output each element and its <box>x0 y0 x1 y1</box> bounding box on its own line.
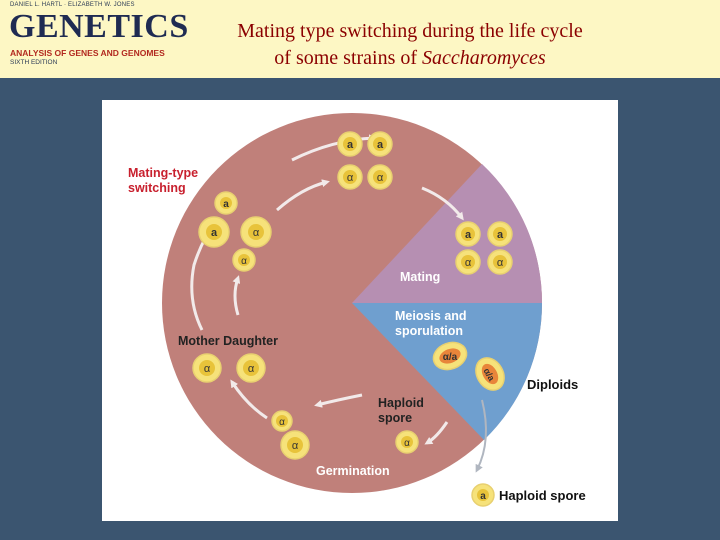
slide-title-line-2 <box>190 45 630 72</box>
label-mating-type-switching-2: switching <box>128 181 186 195</box>
cell-mating-a-left <box>456 222 480 246</box>
cell-top-alpha-left <box>338 165 362 189</box>
slide-title <box>190 18 630 72</box>
label-mating-type-switching-1: Mating-type <box>128 166 199 180</box>
slide-header <box>0 0 720 78</box>
cell-mating-alpha-right <box>488 250 512 274</box>
cell-label: a <box>223 199 229 210</box>
cell-mating-a-right <box>488 222 512 246</box>
cell-label: α <box>203 363 211 375</box>
cell-switching-alpha-large <box>241 217 271 247</box>
cell-top-a-left <box>338 132 362 156</box>
cell-switching-a-large <box>199 217 229 247</box>
slide-title-line-1: Mating type switching during the life cycle <box>237 20 583 42</box>
label-meiosis-2: sporulation <box>395 324 464 338</box>
logo-wordmark: GENETICS <box>9 8 189 45</box>
cell-switching-alpha-small <box>233 249 255 271</box>
cell-label: a <box>376 139 384 151</box>
cell-haploid-spore <box>396 431 418 453</box>
cell-mating-alpha-left <box>456 250 480 274</box>
cell-label: α <box>404 438 410 449</box>
cell-haploid-spore-outside <box>472 484 494 506</box>
cell-label: α <box>464 257 472 269</box>
cell-label: α <box>376 172 384 184</box>
label-diploids: Diploids <box>527 377 579 392</box>
label-germination: Germination <box>316 464 390 478</box>
cell-label: a <box>346 139 354 151</box>
cell-mother <box>193 354 221 382</box>
cell-label: α <box>496 257 504 269</box>
logo-subtitle: ANALYSIS OF GENES AND GENOMES <box>10 48 165 58</box>
slide-title-line-2-prefix: of some strains of <box>274 47 423 69</box>
cell-daughter <box>237 354 265 382</box>
cell-label: a <box>210 227 218 239</box>
genetics-book-logo <box>10 0 190 78</box>
cell-switching-a-small <box>215 192 237 214</box>
cell-label: α <box>241 256 247 267</box>
cell-label: α/a <box>442 352 458 363</box>
cell-label: α/a <box>481 366 497 383</box>
logo-edition: SIXTH EDITION <box>10 59 58 66</box>
cell-label: a <box>480 491 486 502</box>
cell-top-a-right <box>368 132 392 156</box>
cell-label: a <box>496 229 504 241</box>
cell-label: α <box>247 363 255 375</box>
label-mother-daughter: Mother Daughter <box>178 334 278 348</box>
cell-label: a <box>464 229 472 241</box>
cell-label: α <box>252 227 260 239</box>
cell-label: α <box>279 417 285 428</box>
cell-germination-large <box>281 431 309 459</box>
label-haploid-spore-2: spore <box>378 411 413 425</box>
life-cycle-figure <box>102 100 618 521</box>
cell-top-alpha-right <box>368 165 392 189</box>
cell-germination-small <box>272 411 292 431</box>
life-cycle-diagram <box>102 100 618 521</box>
cell-label: α <box>346 172 354 184</box>
label-haploid-spore-1: Haploid <box>378 396 424 410</box>
slide-title-species: Saccharomyces <box>422 47 546 69</box>
label-meiosis-1: Meiosis and <box>395 309 467 323</box>
logo-authors: DANIEL L. HARTL · ELIZABETH W. JONES <box>10 2 135 8</box>
label-haploid-spore-outside: Haploid spore <box>499 488 586 503</box>
cell-label: α <box>291 440 299 452</box>
label-mating: Mating <box>400 270 441 284</box>
